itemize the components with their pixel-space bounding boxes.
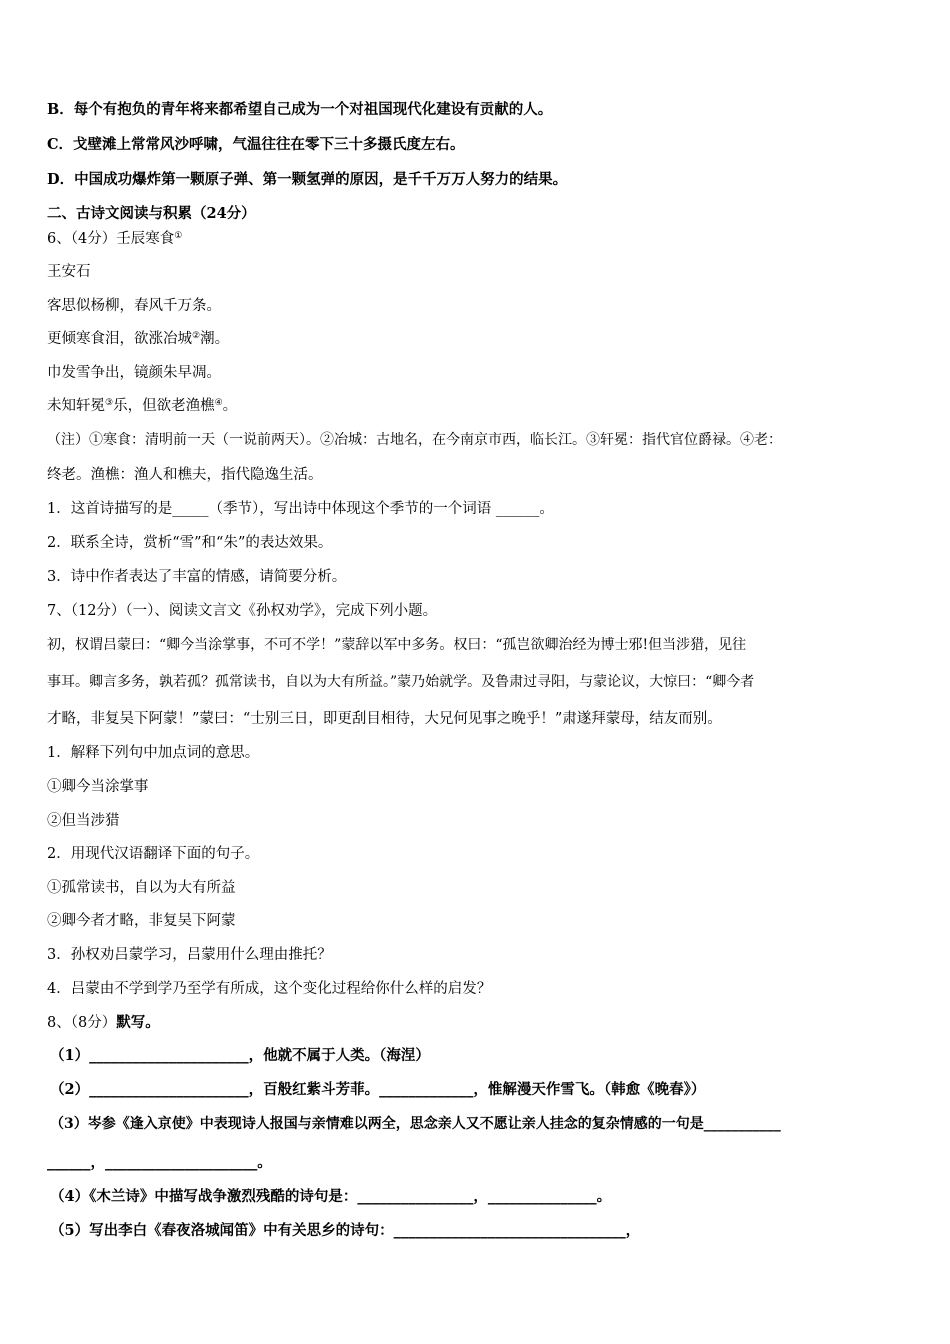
q7-sub-2-item-b: ②卿今者才略，非复吴下阿蒙 bbox=[47, 913, 236, 929]
poem-line-3: 巾发雪争出，镜颜朱早凋。 bbox=[47, 365, 221, 381]
q8-blank-3-line-1: （3）岑参《逢入京使》中表现诗人报国与亲情难以两全，思念亲人又不愿让亲人挂念的复杂情感的一句是___________ bbox=[50, 1116, 781, 1132]
poem-notes-line-2: 终老。渔樵：渔人和樵夫，指代隐逸生活。 bbox=[47, 467, 323, 483]
q8-blank-5: （5）写出李白《春夜洛城闻笛》中有关思乡的诗句：________________________________， bbox=[50, 1222, 641, 1239]
q6-heading-note-mark: ① bbox=[174, 231, 183, 241]
option-b: B．每个有抱负的青年将来都希望自己成为一个对祖国现代化建设有贡献的人。 bbox=[47, 101, 553, 118]
q6-heading-text: 6、（4分）壬辰寒食 bbox=[47, 231, 175, 247]
poem-line-4-c: 。 bbox=[222, 398, 238, 414]
poem-line-4-a: 未知轩冕 bbox=[47, 398, 105, 414]
q7-sub-1: 1．解释下列句中加点词的意思。 bbox=[47, 745, 260, 761]
poem-line-2 bbox=[47, 329, 910, 349]
q7-heading: 7、（12分）（一）、阅读文言文《孙权劝学》，完成下列小题。 bbox=[47, 603, 438, 619]
poem-line-2-a: 更倾寒食泪，欲涨冶城 bbox=[47, 331, 192, 347]
q6-sub-2: 2．联系全诗，赏析“雪”和“朱”的表达效果。 bbox=[47, 535, 333, 551]
q8-blank-3-line-2: ______，_____________________。 bbox=[47, 1154, 272, 1171]
section-2-title: 二、古诗文阅读与积累（24分） bbox=[47, 205, 256, 222]
poem-author: 王安石 bbox=[47, 264, 91, 280]
poem-line-4 bbox=[47, 396, 910, 416]
q7-text-line-1: 初，权谓吕蒙曰：“卿今当涂掌事，不可不学！”蒙辞以军中多务。权曰：“孤岂欲卿治经为博士邪!但当涉猎，见往 bbox=[47, 637, 747, 653]
q8-blank-2: （2）______________________，百般红紫斗芳菲。_____________，惟解漫天作雪飞。（韩愈《晚春》） bbox=[50, 1081, 706, 1098]
q7-sub-1-item-b: ②但当涉猎 bbox=[47, 813, 120, 829]
q7-sub-1-item-a: ①卿今当涂掌事 bbox=[47, 779, 149, 795]
poem-line-2-note-mark: ② bbox=[192, 331, 201, 341]
q8-heading-num: 8、（8分） bbox=[47, 1015, 117, 1031]
q7-sub-3: 3．孙权劝吕蒙学习，吕蒙用什么理由推托？ bbox=[47, 947, 332, 963]
poem-notes-line-1: （注）①寒食：清明前一天（一说前两天）。②冶城：古地名，在今南京市西，临长江。③轩冕：指代官位爵禄。④老： bbox=[47, 432, 782, 448]
q6-sub-3: 3．诗中作者表达了丰富的情感，请简要分析。 bbox=[47, 569, 347, 585]
q7-sub-2: 2．用现代汉语翻译下面的句子。 bbox=[47, 846, 260, 862]
q8-heading bbox=[47, 1013, 910, 1033]
q6-sub-1: 1．这首诗描写的是_____（季节），写出诗中体现这个季节的一个词语 ______。 bbox=[47, 501, 554, 517]
q8-heading-task: 默写。 bbox=[116, 1014, 160, 1031]
q7-sub-4: 4．吕蒙由不学到学乃至学有所成，这个变化过程给你什么样的启发？ bbox=[47, 981, 492, 997]
option-c: C．戈壁滩上常常风沙呼啸，气温往往在零下三十多摄氏度左右。 bbox=[47, 136, 465, 153]
q8-blank-1: （1）______________________，他就不属于人类。（海涅） bbox=[50, 1047, 430, 1064]
q6-heading bbox=[47, 229, 910, 249]
q7-text-line-2: 事耳。卿言多务，孰若孤？孤常读书，自以为大有所益。”蒙乃始就学。及鲁肃过寻阳，与蒙论议，大惊曰：“卿今者 bbox=[47, 674, 755, 690]
poem-line-4-note-mark-1: ③ bbox=[105, 398, 114, 408]
option-d: D．中国成功爆炸第一颗原子弹、第一颗氢弹的原因，是千千万万人努力的结果。 bbox=[47, 171, 568, 188]
q7-text-line-3: 才略，非复吴下阿蒙！”蒙曰：“士别三日，即更刮目相待，大兄何见事之晚乎！”肃遂拜蒙母，结友而别。 bbox=[47, 711, 722, 727]
poem-line-1: 客思似杨柳，春风千万条。 bbox=[47, 298, 221, 314]
q7-sub-2-item-a: ①孤常读书，自以为大有所益 bbox=[47, 880, 236, 896]
poem-line-4-b: 乐，但欲老渔樵 bbox=[113, 398, 215, 414]
poem-line-2-b: 潮。 bbox=[200, 331, 230, 347]
q8-blank-4: （4）《木兰诗》中描写战争激烈残酷的诗句是：________________，_______________。 bbox=[50, 1188, 612, 1205]
poem-line-4-note-mark-2: ④ bbox=[214, 398, 223, 408]
